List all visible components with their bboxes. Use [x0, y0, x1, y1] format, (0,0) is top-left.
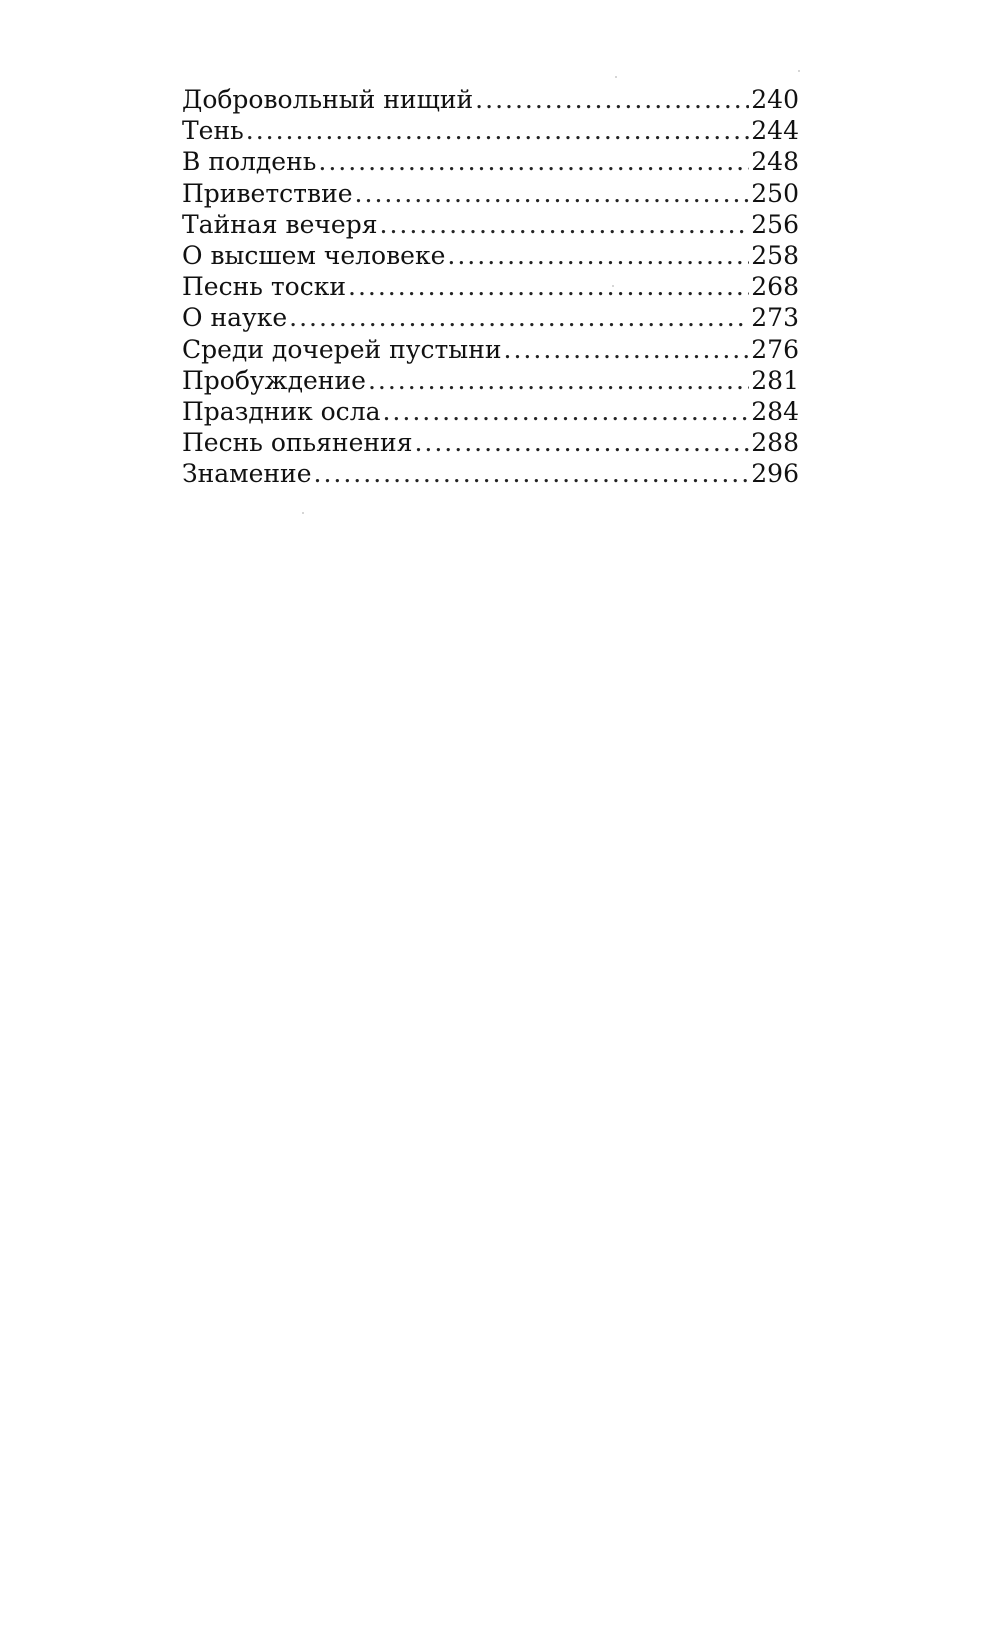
paper-speck — [798, 70, 800, 72]
entry-page-number: 244 — [751, 116, 799, 146]
toc-entry[interactable] — [182, 334, 799, 365]
dot-leader — [368, 365, 749, 396]
toc-entry[interactable] — [182, 146, 799, 177]
toc-entry[interactable] — [182, 115, 799, 146]
entry-title: Знамение — [182, 459, 312, 489]
dot-leader — [504, 334, 750, 365]
entry-page-number: 296 — [751, 459, 799, 489]
entry-title: Песнь тоски — [182, 272, 346, 302]
entry-title: Среди дочерей пустыни — [182, 334, 502, 364]
entry-page-number: 258 — [751, 240, 799, 270]
entry-page-number: 281 — [751, 365, 799, 395]
dot-leader — [314, 458, 750, 489]
dot-leader — [355, 178, 750, 209]
dot-leader — [475, 84, 749, 115]
entry-page-number: 268 — [751, 272, 799, 302]
entry-page-number: 273 — [751, 303, 799, 333]
entry-title: Тень — [182, 116, 244, 146]
toc-entry[interactable] — [182, 365, 799, 396]
entry-title: Тайная вечеря — [182, 209, 378, 239]
toc-entry[interactable] — [182, 84, 799, 115]
toc-entry[interactable] — [182, 396, 799, 427]
dot-leader — [414, 427, 749, 458]
entry-title: Добровольный нищий — [182, 85, 474, 114]
entry-page-number: 248 — [751, 147, 799, 177]
entry-page-number: 250 — [751, 178, 799, 208]
dot-leader — [289, 302, 749, 333]
entry-title: Приветствие — [182, 178, 353, 208]
toc-entry[interactable] — [182, 427, 799, 458]
table-of-contents — [182, 84, 799, 489]
dot-leader — [447, 240, 749, 271]
entry-page-number: 256 — [751, 209, 799, 239]
toc-entry[interactable] — [182, 458, 799, 489]
toc-entry[interactable] — [182, 240, 799, 271]
dot-leader — [382, 396, 749, 427]
toc-entry[interactable] — [182, 209, 799, 240]
toc-entry[interactable] — [182, 178, 799, 209]
entry-title: Праздник осла — [182, 396, 381, 426]
entry-page-number: 288 — [751, 428, 799, 458]
toc-entry[interactable] — [182, 302, 799, 333]
entry-title: О высшем человеке — [182, 240, 446, 270]
dot-leader — [348, 271, 749, 302]
entry-title: Пробуждение — [182, 365, 366, 395]
paper-speck — [302, 512, 304, 514]
dot-leader — [318, 146, 749, 177]
toc-entry[interactable] — [182, 271, 799, 302]
paper-speck — [615, 76, 617, 78]
entry-page-number: 240 — [751, 85, 799, 114]
entry-page-number: 276 — [751, 334, 799, 364]
entry-title: О науке — [182, 303, 288, 333]
entry-title: Песнь опьянения — [182, 428, 413, 458]
dot-leader — [246, 115, 750, 146]
entry-page-number: 284 — [751, 396, 799, 426]
entry-title: В полдень — [182, 147, 317, 177]
dot-leader — [380, 209, 750, 240]
